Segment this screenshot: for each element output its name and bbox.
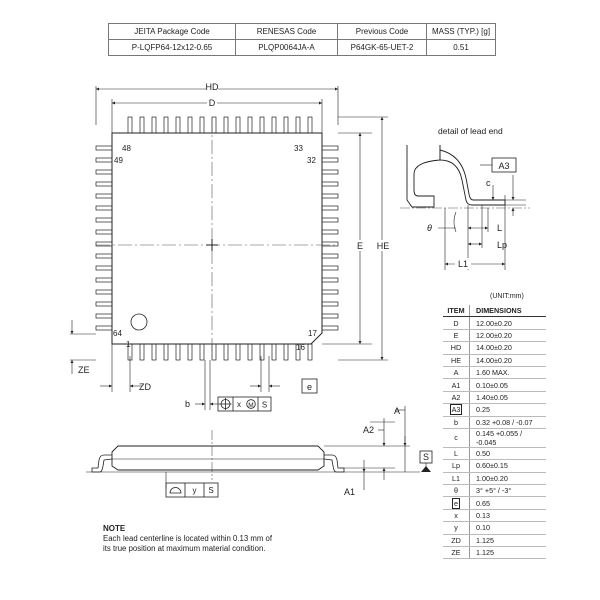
tolerance-datum-s2: S bbox=[208, 486, 214, 495]
dims-row bbox=[443, 534, 546, 546]
lead bbox=[284, 117, 288, 133]
flatness-tolerance-frame bbox=[166, 472, 218, 497]
lead bbox=[224, 117, 228, 133]
lead bbox=[96, 290, 112, 294]
dims-value: 0.25 bbox=[470, 404, 547, 416]
header-previous: Previous Code bbox=[338, 24, 427, 40]
detail-theta-label: θ bbox=[427, 223, 432, 233]
dims-value: 12.00±0.20 bbox=[470, 329, 547, 341]
value-previous: P64GK-65-UET-2 bbox=[338, 40, 427, 56]
dims-item: y bbox=[443, 522, 470, 534]
dims-item: D bbox=[443, 317, 470, 329]
dims-value: 12.00±0.20 bbox=[470, 317, 547, 329]
top-view bbox=[70, 82, 391, 411]
lead bbox=[322, 158, 338, 162]
dims-row bbox=[443, 366, 546, 378]
dims-item: L bbox=[443, 447, 470, 459]
dims-row bbox=[443, 416, 546, 428]
lead-detail bbox=[400, 126, 530, 270]
dims-value: 0.60±0.15 bbox=[470, 460, 547, 472]
pin-49-label: 49 bbox=[114, 156, 123, 165]
lead bbox=[152, 117, 156, 133]
dims-item: L1 bbox=[443, 472, 470, 484]
pin-16-label: 16 bbox=[296, 343, 305, 352]
lead bbox=[128, 117, 132, 133]
dims-row bbox=[443, 497, 546, 509]
lead bbox=[284, 344, 288, 360]
lead bbox=[152, 344, 156, 360]
dims-row bbox=[443, 509, 546, 521]
tolerance-y: y bbox=[192, 486, 197, 495]
tolerance-datum-s: S bbox=[261, 400, 268, 410]
detail-title: detail of lead end bbox=[438, 126, 503, 136]
lead bbox=[96, 206, 112, 210]
lead bbox=[164, 117, 168, 133]
value-jeita: P-LQFP64-12x12-0.65 bbox=[109, 40, 236, 56]
lead bbox=[322, 314, 338, 318]
dims-row bbox=[443, 472, 546, 484]
lead bbox=[260, 344, 264, 360]
dims-row bbox=[443, 522, 546, 534]
lead bbox=[212, 117, 216, 133]
dims-row bbox=[443, 447, 546, 459]
dim-b-label: b bbox=[185, 399, 191, 409]
lead bbox=[96, 266, 112, 270]
side-view bbox=[86, 406, 432, 497]
lead bbox=[322, 266, 338, 270]
dims-value: 0.10±0.05 bbox=[470, 379, 547, 391]
pin-48-label: 48 bbox=[122, 144, 131, 153]
lead bbox=[322, 218, 338, 222]
dims-item: ZE bbox=[443, 547, 470, 559]
dims-item: c bbox=[443, 428, 470, 447]
lead bbox=[248, 344, 252, 360]
dims-value: 1.125 bbox=[470, 547, 547, 559]
dim-he-label: HE bbox=[376, 241, 390, 251]
lead bbox=[272, 344, 276, 360]
lead bbox=[188, 344, 192, 360]
left-leads bbox=[96, 146, 112, 330]
lead bbox=[96, 326, 112, 330]
dims-value: 1.125 bbox=[470, 534, 547, 546]
note-block bbox=[103, 524, 272, 554]
lead bbox=[96, 230, 112, 234]
dims-value: 0.65 bbox=[470, 497, 547, 509]
dimensions-table bbox=[443, 305, 546, 559]
dims-item bbox=[443, 404, 470, 416]
profile-symbol-icon bbox=[170, 488, 181, 493]
side-a1-label: A1 bbox=[344, 487, 356, 497]
note-title: NOTE bbox=[103, 524, 126, 533]
package-body-outline bbox=[112, 133, 322, 344]
pin-64-label: 64 bbox=[113, 329, 122, 338]
lead bbox=[308, 117, 312, 133]
note-line-2: its true position at maximum material condition. bbox=[103, 544, 266, 553]
lead bbox=[236, 117, 240, 133]
dims-row bbox=[443, 391, 546, 403]
header-jeita: JEITA Package Code bbox=[109, 24, 236, 40]
detail-lp-label: Lp bbox=[497, 240, 508, 250]
lead bbox=[322, 278, 338, 282]
lead bbox=[140, 344, 144, 360]
dims-value: 0.50 bbox=[470, 447, 547, 459]
lead bbox=[176, 344, 180, 360]
lead bbox=[96, 146, 112, 150]
lead bbox=[96, 170, 112, 174]
dims-item: A bbox=[443, 366, 470, 378]
dims-row bbox=[443, 379, 546, 391]
lead bbox=[96, 218, 112, 222]
boxed-item-label: e bbox=[454, 498, 458, 508]
detail-a3-label: A3 bbox=[498, 161, 510, 171]
dim-e-pitch-label: e bbox=[306, 382, 313, 392]
dims-value: 0.13 bbox=[470, 509, 547, 521]
dims-item: A1 bbox=[443, 379, 470, 391]
lead bbox=[322, 146, 338, 150]
lead bbox=[164, 344, 168, 360]
lead bbox=[322, 170, 338, 174]
unit-label: (UNIT:mm) bbox=[490, 293, 524, 300]
tolerance-mmc: M bbox=[248, 402, 254, 409]
lead bbox=[322, 182, 338, 186]
lead bbox=[322, 206, 338, 210]
dims-value: 0.10 bbox=[470, 522, 547, 534]
lead bbox=[200, 344, 204, 360]
dim-ze-label: ZE bbox=[78, 365, 90, 375]
side-a-label: A bbox=[394, 406, 401, 416]
lead bbox=[224, 344, 228, 360]
lead bbox=[212, 344, 216, 360]
value-renesas: PLQP0064JA-A bbox=[236, 40, 338, 56]
dim-d-label: D bbox=[208, 98, 216, 108]
lead bbox=[322, 242, 338, 246]
dims-value: 1.60 MAX. bbox=[470, 366, 547, 378]
dims-value: 1.40±0.05 bbox=[470, 391, 547, 403]
dims-value: 0.145 +0.055 / -0.045 bbox=[470, 428, 547, 447]
lead bbox=[96, 194, 112, 198]
dims-row bbox=[443, 460, 546, 472]
dim-hd-label: HD bbox=[205, 82, 219, 92]
lead bbox=[96, 158, 112, 162]
top-leads bbox=[128, 117, 312, 133]
lead bbox=[96, 182, 112, 186]
lead bbox=[188, 117, 192, 133]
value-mass: 0.51 bbox=[427, 40, 496, 56]
lead bbox=[308, 344, 312, 360]
lead bbox=[236, 344, 240, 360]
lead bbox=[322, 302, 338, 306]
dims-item: A2 bbox=[443, 391, 470, 403]
dims-row bbox=[443, 317, 546, 329]
header-renesas: RENESAS Code bbox=[236, 24, 338, 40]
dims-value: 1.00±0.20 bbox=[470, 472, 547, 484]
lead bbox=[248, 117, 252, 133]
dims-row bbox=[443, 485, 546, 497]
lead bbox=[200, 117, 204, 133]
header-mass: MASS (TYP.) [g] bbox=[427, 24, 496, 40]
header-dimensions: DIMENSIONS bbox=[470, 305, 547, 317]
dims-item bbox=[443, 497, 470, 509]
lead bbox=[96, 242, 112, 246]
lead bbox=[260, 117, 264, 133]
right-leads bbox=[322, 146, 338, 330]
lead bbox=[322, 326, 338, 330]
detail-l1-label: L1 bbox=[457, 259, 469, 269]
dim-e-label: E bbox=[356, 241, 364, 251]
lead bbox=[176, 117, 180, 133]
lead bbox=[322, 254, 338, 258]
side-a2-label: A2 bbox=[363, 425, 375, 435]
pin-32-label: 32 bbox=[307, 156, 316, 165]
dims-row bbox=[443, 342, 546, 354]
dims-row bbox=[443, 404, 546, 416]
dims-item: b bbox=[443, 416, 470, 428]
detail-l-label: L bbox=[497, 223, 503, 233]
dims-item: Lp bbox=[443, 460, 470, 472]
lead bbox=[96, 314, 112, 318]
lead bbox=[96, 302, 112, 306]
dims-item: ZD bbox=[443, 534, 470, 546]
lead bbox=[322, 230, 338, 234]
datum-s-label: S bbox=[422, 452, 430, 462]
pin-17-label: 17 bbox=[308, 329, 317, 338]
lead bbox=[272, 117, 276, 133]
lead bbox=[140, 117, 144, 133]
bottom-leads bbox=[128, 344, 312, 360]
lead bbox=[322, 194, 338, 198]
dim-zd-label: ZD bbox=[139, 382, 151, 392]
lead bbox=[296, 117, 300, 133]
dims-row bbox=[443, 547, 546, 559]
lead bbox=[96, 278, 112, 282]
dims-item: x bbox=[443, 509, 470, 521]
lead bbox=[96, 254, 112, 258]
detail-c-label: c bbox=[486, 178, 491, 188]
note-line-1: Each lead centerline is located within 0.13 mm of bbox=[103, 534, 273, 543]
dims-row bbox=[443, 354, 546, 366]
header-item: ITEM bbox=[443, 305, 470, 317]
dims-value: 14.00±0.20 bbox=[470, 354, 547, 366]
position-tolerance-frame bbox=[218, 397, 271, 411]
dims-item: HD bbox=[443, 342, 470, 354]
dims-row bbox=[443, 329, 546, 341]
dims-value: 3° +5° / -3° bbox=[470, 485, 547, 497]
dims-item: E bbox=[443, 329, 470, 341]
dims-value: 14.00±0.20 bbox=[470, 342, 547, 354]
dims-value: 0.32 +0.08 / -0.07 bbox=[470, 416, 547, 428]
boxed-item-label: A3 bbox=[451, 405, 461, 415]
dims-item: θ bbox=[443, 485, 470, 497]
pin-1-label: 1 bbox=[126, 340, 131, 349]
dims-row bbox=[443, 428, 546, 447]
lead bbox=[322, 290, 338, 294]
pin-33-label: 33 bbox=[294, 144, 303, 153]
tolerance-x: x bbox=[237, 400, 241, 409]
dims-item: HE bbox=[443, 354, 470, 366]
